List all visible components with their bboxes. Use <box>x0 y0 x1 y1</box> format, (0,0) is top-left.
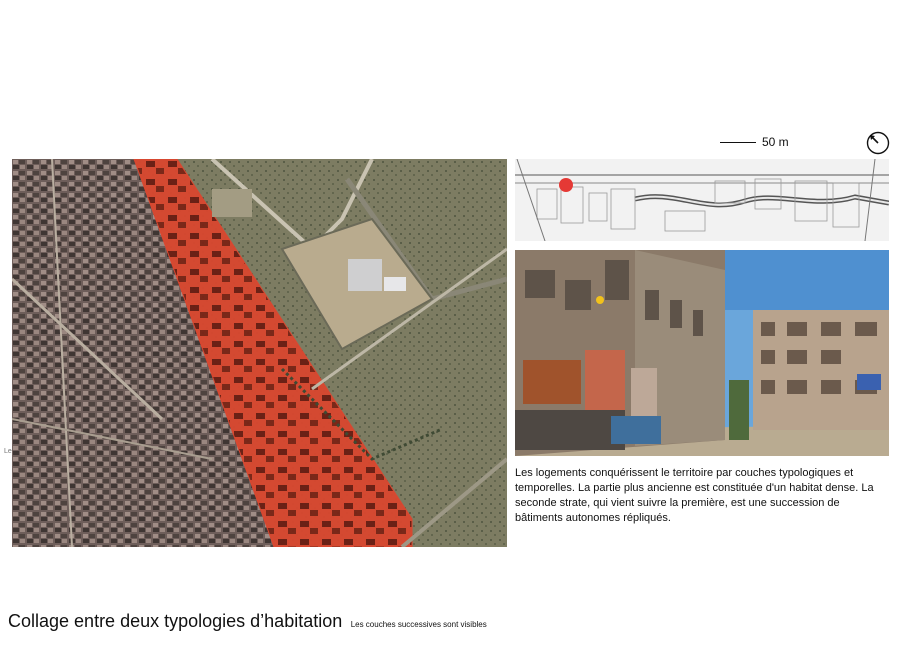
scale-bar-line <box>720 142 756 143</box>
figure-subtitle: Les couches successives sont visibles <box>350 620 487 629</box>
street-photo <box>515 250 889 456</box>
location-marker <box>559 178 573 192</box>
north-arrow-icon <box>866 131 890 155</box>
locator-map <box>515 159 889 241</box>
edge-label: Le <box>4 448 12 455</box>
figure-title: Collage entre deux typologies d’habitation <box>8 611 343 631</box>
aerial-satellite-image <box>12 159 507 547</box>
scale-bar-label: 50 m <box>762 135 789 149</box>
caption-text: Les logements conquérissent le territoire par couches typologiques et temporelles. La partie plus ancienne est constituée d'un habitat dense. La seconde strate, qui vient suivre la première, est une succession de bâtiments autonomes répliqués. <box>515 467 874 524</box>
figure-title-row <box>8 611 487 632</box>
